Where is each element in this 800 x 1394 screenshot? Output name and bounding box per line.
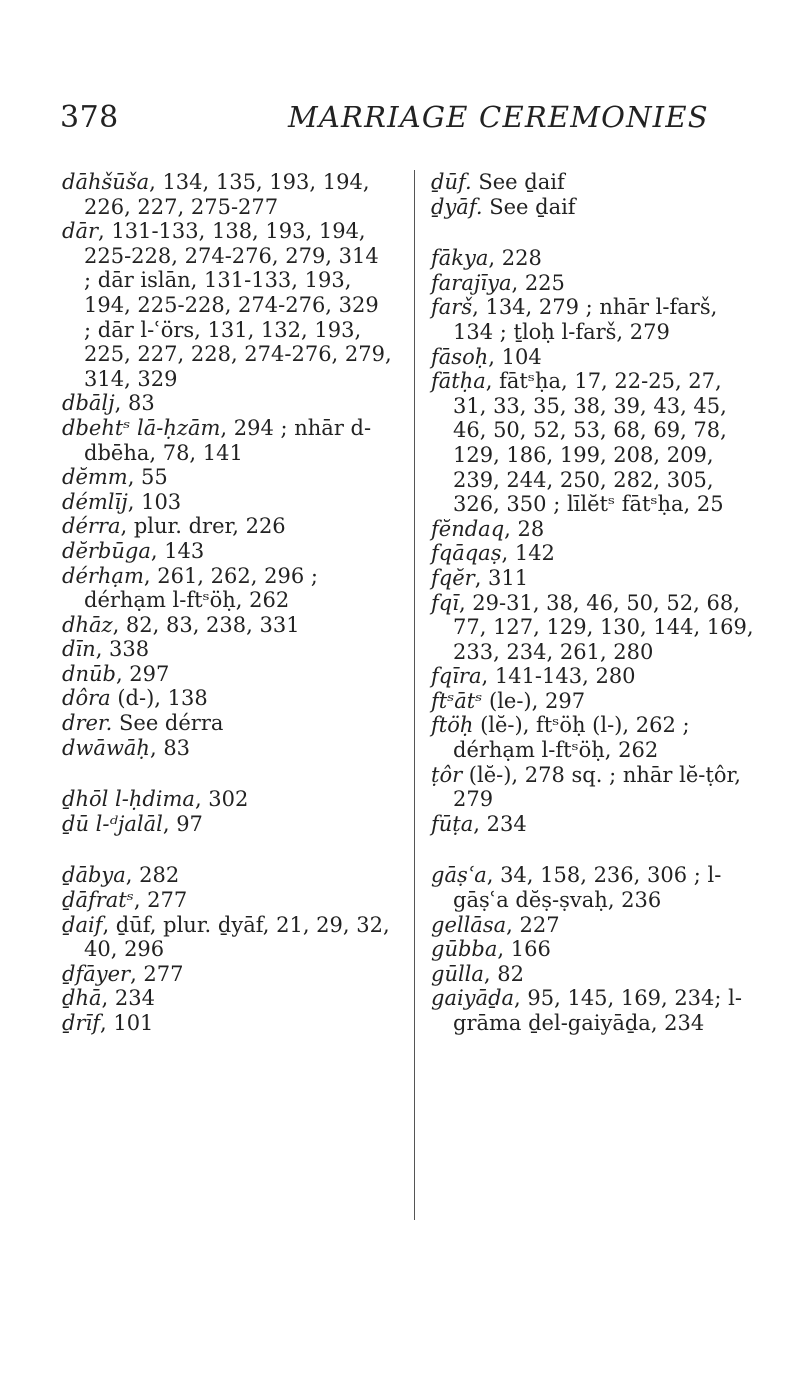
- index-references: , 228: [488, 246, 542, 271]
- index-references: , 311: [474, 565, 529, 590]
- index-entry: [431, 271, 756, 296]
- index-headword: fĕndaq: [431, 516, 505, 541]
- index-headword: dhāz: [62, 612, 113, 637]
- index-entry: [62, 787, 392, 812]
- index-references: , plur. drer, 226: [120, 514, 286, 539]
- index-entry: [431, 170, 756, 195]
- running-title: MARRIAGE CEREMONIES: [288, 100, 709, 134]
- index-headword: ḏyāf.: [431, 194, 483, 219]
- index-headword: ḏaif: [62, 912, 103, 937]
- group-gap: [62, 760, 392, 787]
- index-headword: dīn: [62, 637, 96, 662]
- index-headword: ḏhā: [62, 986, 102, 1011]
- index-entry: [431, 517, 756, 542]
- index-references: , 82: [483, 961, 524, 986]
- index-references: , 101: [99, 1011, 154, 1035]
- index-references: , 142: [501, 541, 555, 566]
- index-references: , 143: [150, 538, 205, 563]
- index-headword: dôra: [62, 686, 111, 711]
- index-entry: [62, 465, 392, 490]
- index-headword: fqī: [431, 590, 459, 615]
- index-references: , 141-143, 280: [481, 664, 636, 689]
- index-headword: dnūb: [62, 661, 116, 686]
- index-entry: [62, 913, 392, 962]
- index-references: , 95, 145, 169, 234; l-grāma ḏel-gaiyāḏa, 234: [453, 986, 742, 1035]
- index-headword: gūlla: [431, 961, 484, 986]
- index-entry: [431, 962, 756, 987]
- page-header: [60, 100, 750, 140]
- index-column-right: [431, 170, 756, 1036]
- index-entry: [431, 591, 756, 665]
- index-references: , 134, 279 ; nhār l-farš, 134 ; ṯloḥ l-farš, 279: [453, 295, 718, 344]
- index-headword: dbālj: [62, 391, 115, 416]
- index-headword: farš: [431, 295, 473, 320]
- index-entry: [62, 514, 392, 539]
- index-entry: [62, 711, 392, 736]
- index-headword: dāhšūša: [62, 170, 150, 194]
- index-headword: démlīj: [62, 489, 128, 514]
- index-entry: [431, 664, 756, 689]
- group-gap: [431, 219, 756, 246]
- index-headword: ḏhōl l-ḥdima: [62, 787, 195, 812]
- index-headword: fqāqaṣ: [431, 541, 502, 566]
- index-entry: [431, 763, 756, 812]
- index-entry: [62, 416, 392, 465]
- index-references: , 97: [162, 811, 203, 836]
- index-references: , 302: [194, 787, 249, 812]
- index-entry: [431, 195, 756, 220]
- index-entry: [62, 863, 392, 888]
- index-references: See ḏaif: [471, 170, 565, 194]
- index-headword: gellāsa: [431, 912, 507, 937]
- index-entry: [431, 566, 756, 591]
- index-references: , 166: [497, 937, 551, 962]
- index-headword: ftöḥ: [431, 713, 474, 738]
- index-references: , 294 ; nhār d-dbēha, 78, 141: [84, 415, 372, 465]
- index-entry: [431, 713, 756, 762]
- index-headword: farajīya: [431, 270, 512, 295]
- index-entry: [62, 986, 392, 1011]
- index-references: , 55: [127, 465, 168, 490]
- index-entry: [62, 1011, 392, 1036]
- index-headword: dār: [62, 219, 99, 244]
- index-entry: [431, 812, 756, 837]
- index-entry: [62, 391, 392, 416]
- index-entry: [431, 986, 756, 1035]
- index-references: , 234: [473, 811, 527, 836]
- index-column-left: [62, 170, 392, 1036]
- index-entry: [62, 962, 392, 987]
- group-gap: [431, 836, 756, 863]
- index-entry: [62, 490, 392, 515]
- index-references: See dérra: [112, 711, 224, 736]
- index-entry: [431, 295, 756, 344]
- page-number: 378: [60, 100, 119, 135]
- index-entry: [431, 913, 756, 938]
- index-headword: gaiyāḏa: [431, 986, 515, 1011]
- index-references: (lĕ-), 278 sq. ; nhār lĕ-ṭôr, 279: [453, 762, 741, 812]
- index-references: , 103: [127, 489, 182, 514]
- index-references: , 338: [95, 637, 150, 662]
- index-entry: [62, 662, 392, 687]
- index-references: , 82, 83, 238, 331: [112, 612, 300, 637]
- index-headword: ḏrīf: [62, 1011, 100, 1035]
- index-references: , 297: [115, 661, 170, 686]
- index-headword: ṭôr: [431, 762, 463, 787]
- index-headword: fātḥa: [431, 369, 486, 394]
- index-headword: fāsoḥ: [431, 344, 489, 369]
- index-references: , 277: [133, 888, 188, 913]
- index-references: , 34, 158, 236, 306 ; l-gāṣʿa dĕṣ-ṣvaḥ, 236: [453, 863, 722, 913]
- index-references: , 83: [149, 735, 191, 760]
- index-entry: [431, 345, 756, 370]
- index-headword: dwāwāḥ: [62, 735, 150, 760]
- column-divider: [414, 170, 415, 1220]
- index-headword: gāṣʿa: [431, 863, 487, 888]
- index-entry: [62, 812, 392, 837]
- index-headword: fqĕr: [431, 565, 475, 590]
- index-references: (lĕ-), ftˢöḥ (l-), 262 ; dérhạm l-ftˢöḥ, 262: [453, 713, 690, 763]
- index-entry: [431, 863, 756, 912]
- index-entry: [62, 564, 392, 613]
- index-headword: ḏū l-ᵈjalāl: [62, 811, 163, 836]
- index-references: , 29-31, 38, 46, 50, 52, 68, 77, 127, 129, 130, 144, 169, 233, 234, 261, 280: [453, 590, 754, 664]
- index-references: , 83: [114, 391, 155, 416]
- index-entry: [62, 888, 392, 913]
- index-headword: fūṭa: [431, 811, 474, 836]
- index-headword: gūbba: [431, 937, 498, 962]
- index-headword: fqīra: [431, 664, 482, 689]
- index-entry: [431, 541, 756, 566]
- index-entry: [62, 736, 392, 761]
- index-entry: [62, 613, 392, 638]
- index-references: , 104: [488, 344, 542, 369]
- index-headword: dérra: [62, 514, 121, 539]
- index-headword: dĕmm: [62, 465, 128, 490]
- index-references: , fātˢḥa, 17, 22-25, 27, 31, 33, 35, 38, 39, 43, 45, 46, 50, 52, 53, 68, 69, 78, 129, 186, 199, 208, 209, 239, 244, 250, 282, 305, 326, 350 ; līlĕtˢ fātˢḥa, 25: [453, 369, 727, 517]
- index-headword: fākya: [431, 246, 489, 271]
- index-headword: drer.: [62, 711, 113, 736]
- index-headword: dbehtˢ lā-ḥzām: [62, 415, 221, 440]
- group-gap: [62, 836, 392, 863]
- index-headword: ḏūf.: [431, 170, 472, 194]
- index-references: , 28: [504, 516, 545, 541]
- index-headword: dĕrbūga: [62, 538, 151, 563]
- index-references: , ḏūf, plur. ḏyāf, 21, 29, 32, 40, 296: [84, 912, 390, 962]
- index-references: (d-), 138: [110, 686, 208, 711]
- index-entry: [431, 246, 756, 271]
- index-references: , 261, 262, 296 ; dérhạm l-ftˢöḥ, 262: [84, 563, 318, 613]
- index-references: , 134, 135, 193, 194, 226, 227, 275-277: [84, 170, 370, 219]
- index-entry: [62, 219, 392, 391]
- index-references: (le-), 297: [482, 688, 586, 713]
- index-references: , 225: [511, 270, 565, 295]
- index-references: , 227: [506, 912, 560, 937]
- index-headword: ḏābya: [62, 863, 126, 888]
- index-headword: ḏāfratˢ: [62, 888, 134, 913]
- index-entry: [431, 937, 756, 962]
- index-headword: ftˢātˢ: [431, 688, 483, 713]
- index-entry: [62, 170, 392, 219]
- index-references: , 234: [101, 986, 155, 1011]
- index-references: , 131-133, 138, 193, 194, 225-228, 274-276, 279, 314 ; dār islān, 131-133, 193, 194, 225-228, 274-276, 329 ; dār l-ʿörs, 131, 132, 193, 225, 227, 228, 274-276, 279, 314, 329: [84, 219, 392, 391]
- index-references: See ḏaif: [482, 194, 576, 219]
- index-references: , 277: [130, 961, 184, 986]
- index-entry: [62, 637, 392, 662]
- index-entry: [431, 369, 756, 517]
- index-headword: dérhạm: [62, 563, 144, 588]
- index-references: , 282: [125, 863, 180, 888]
- index-entry: [62, 686, 392, 711]
- index-entry: [62, 539, 392, 564]
- index-entry: [431, 689, 756, 714]
- index-headword: ḏfāyer: [62, 961, 131, 986]
